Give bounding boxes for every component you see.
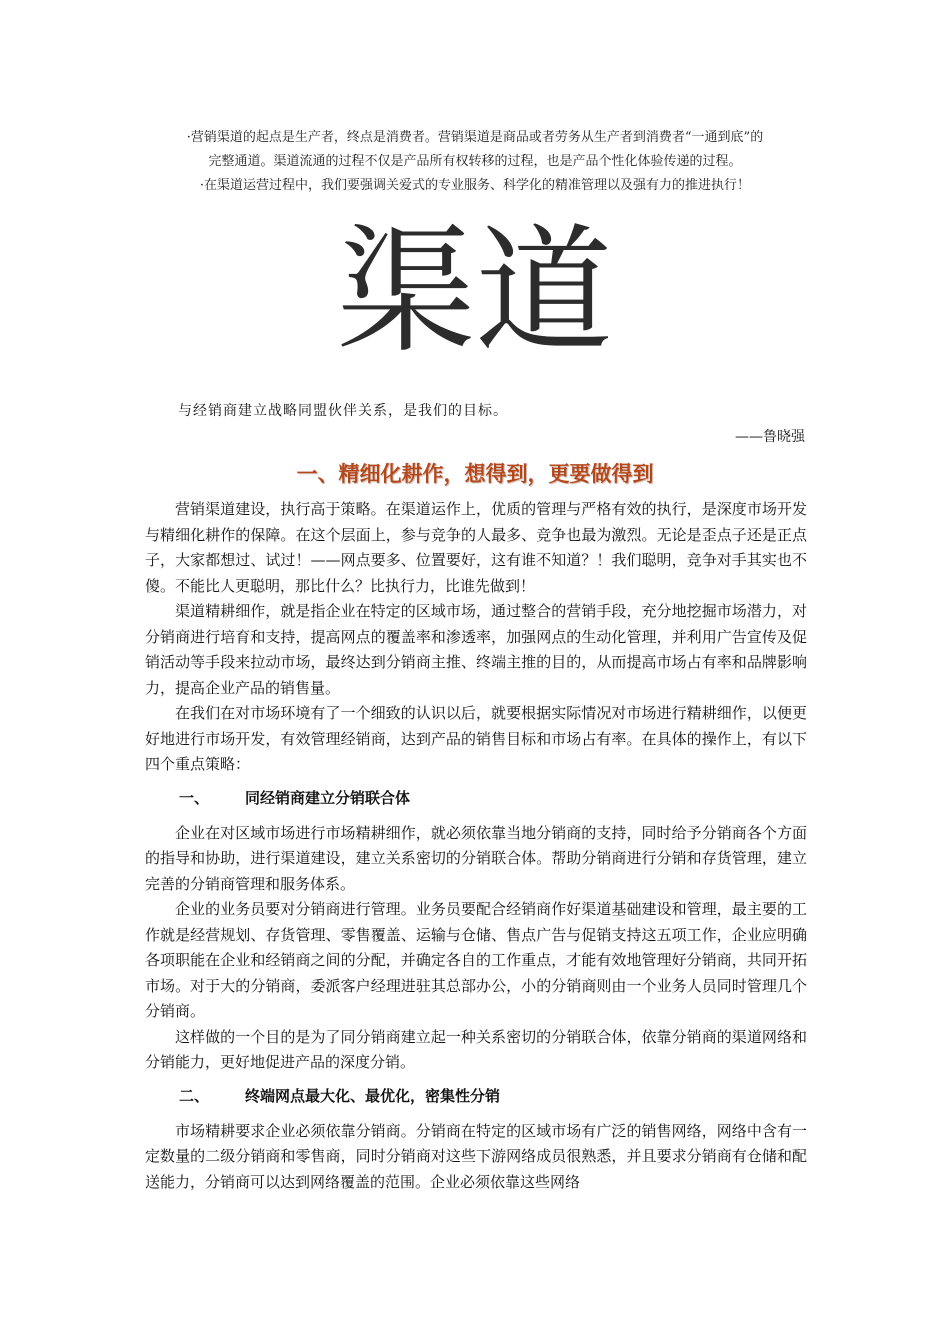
quote-author: ——鲁晓强: [735, 429, 805, 445]
section-heading: 一、精细化耕作，想得到，更要做得到: [296, 461, 654, 486]
subheading-text: 终端网点最大化、最优化，密集性分销: [245, 1086, 501, 1105]
paragraph: 营销渠道建设，执行高于策略。在渠道运作上，优质的管理与严格有效的执行，是深度市场开发与精细化耕作的保障。在这个层面上，参与竞争的人最多、竞争也最为激烈。无论是歪点子还是正点子，大家都想过、试过！——网点要多、位置要好，这有谁不知道？！我们聪明，竞争对手其实也不傻。不能比人更聪明，那比什么？比执行力，比谁先做到！: [145, 500, 807, 595]
intro-line-3: ·在渠道运营过程中，我们要强调关爱式的专业服务、科学化的精准管理以及强有力的推进执行！: [199, 178, 751, 193]
subheading-text: 同经销商建立分销联合体: [245, 788, 411, 807]
quote-text: 与经销商建立战略同盟伙伴关系，是我们的目标。: [178, 403, 508, 419]
subheading-1: [145, 786, 807, 811]
subheading-number: 二、: [179, 1086, 210, 1105]
paragraph: 这样做的一个目的是为了同分销商建立起一种关系密切的分销联合体，依靠分销商的渠道网络和分销能力，更好地促进产品的深度分销。: [145, 1027, 807, 1071]
paragraph: 渠道精耕细作，就是指企业在特定的区域市场，通过整合的营销手段，充分地挖掘市场潜力，对分销商进行培育和支持，提高网点的覆盖率和渗透率，加强网点的生动化管理，并利用广告宣传及促销活动等手段来拉动市场，最终达到分销商主推、终端主推的目的，从而提高市场占有率和品牌影响力，提高企业产品的销售量。: [145, 602, 807, 697]
paragraph: 市场精耕要求企业必须依靠分销商。分销商在特定的区域市场有广泛的销售网络，网络中含有一定数量的二级分销商和零售商，同时分销商对这些下游网络成员很熟悉，并且要求分销商有仓储和配送能力，分销商可以达到网络覆盖的范围。企业必须依靠这些网络: [145, 1121, 807, 1191]
paragraph: 企业在对区域市场进行市场精耕细作，就必须依靠当地分销商的支持，同时给予分销商各个方面的指导和协助，进行渠道建设，建立关系密切的分销联合体。帮助分销商进行分销和存货管理，建立完善的分销商管理和服务体系。: [145, 823, 807, 893]
paragraph: 在我们在对市场环境有了一个细致的认识以后，就要根据实际情况对市场进行精耕细作，以便更好地进行市场开发，有效管理经销商，达到产品的销售目标和市场占有率。在具体的操作上，有以下四个重点策略：: [145, 704, 807, 773]
subheading-number: 一、: [179, 788, 210, 807]
subheading-2: [145, 1084, 807, 1109]
intro-line-1: ·营销渠道的起点是生产者，终点是消费者。营销渠道是商品或者劳务从生产者到消费者“一通到底”的: [186, 130, 764, 145]
intro-block: [140, 126, 810, 198]
body-text: [145, 497, 807, 1195]
big-title: 渠道: [336, 211, 613, 372]
paragraph: 企业的业务员要对分销商进行管理。业务员要配合经销商作好渠道基础建设和管理，最主要的工作就是经营规划、存货管理、零售覆盖、运输与仓储、售点广告与促销支持这五项工作，企业应明确各项职能在企业和经销商之间的分配，并确定各自的工作重点，才能有效地管理好分销商，共同开拓市场。对于大的分销商，委派客户经理进驻其总部办公，小的分销商则由一个业务人员同时管理几个分销商。: [145, 900, 807, 1020]
intro-line-2: 完整通道。渠道流通的过程不仅是产品所有权转移的过程，也是产品个性化体验传递的过程。: [208, 154, 742, 169]
